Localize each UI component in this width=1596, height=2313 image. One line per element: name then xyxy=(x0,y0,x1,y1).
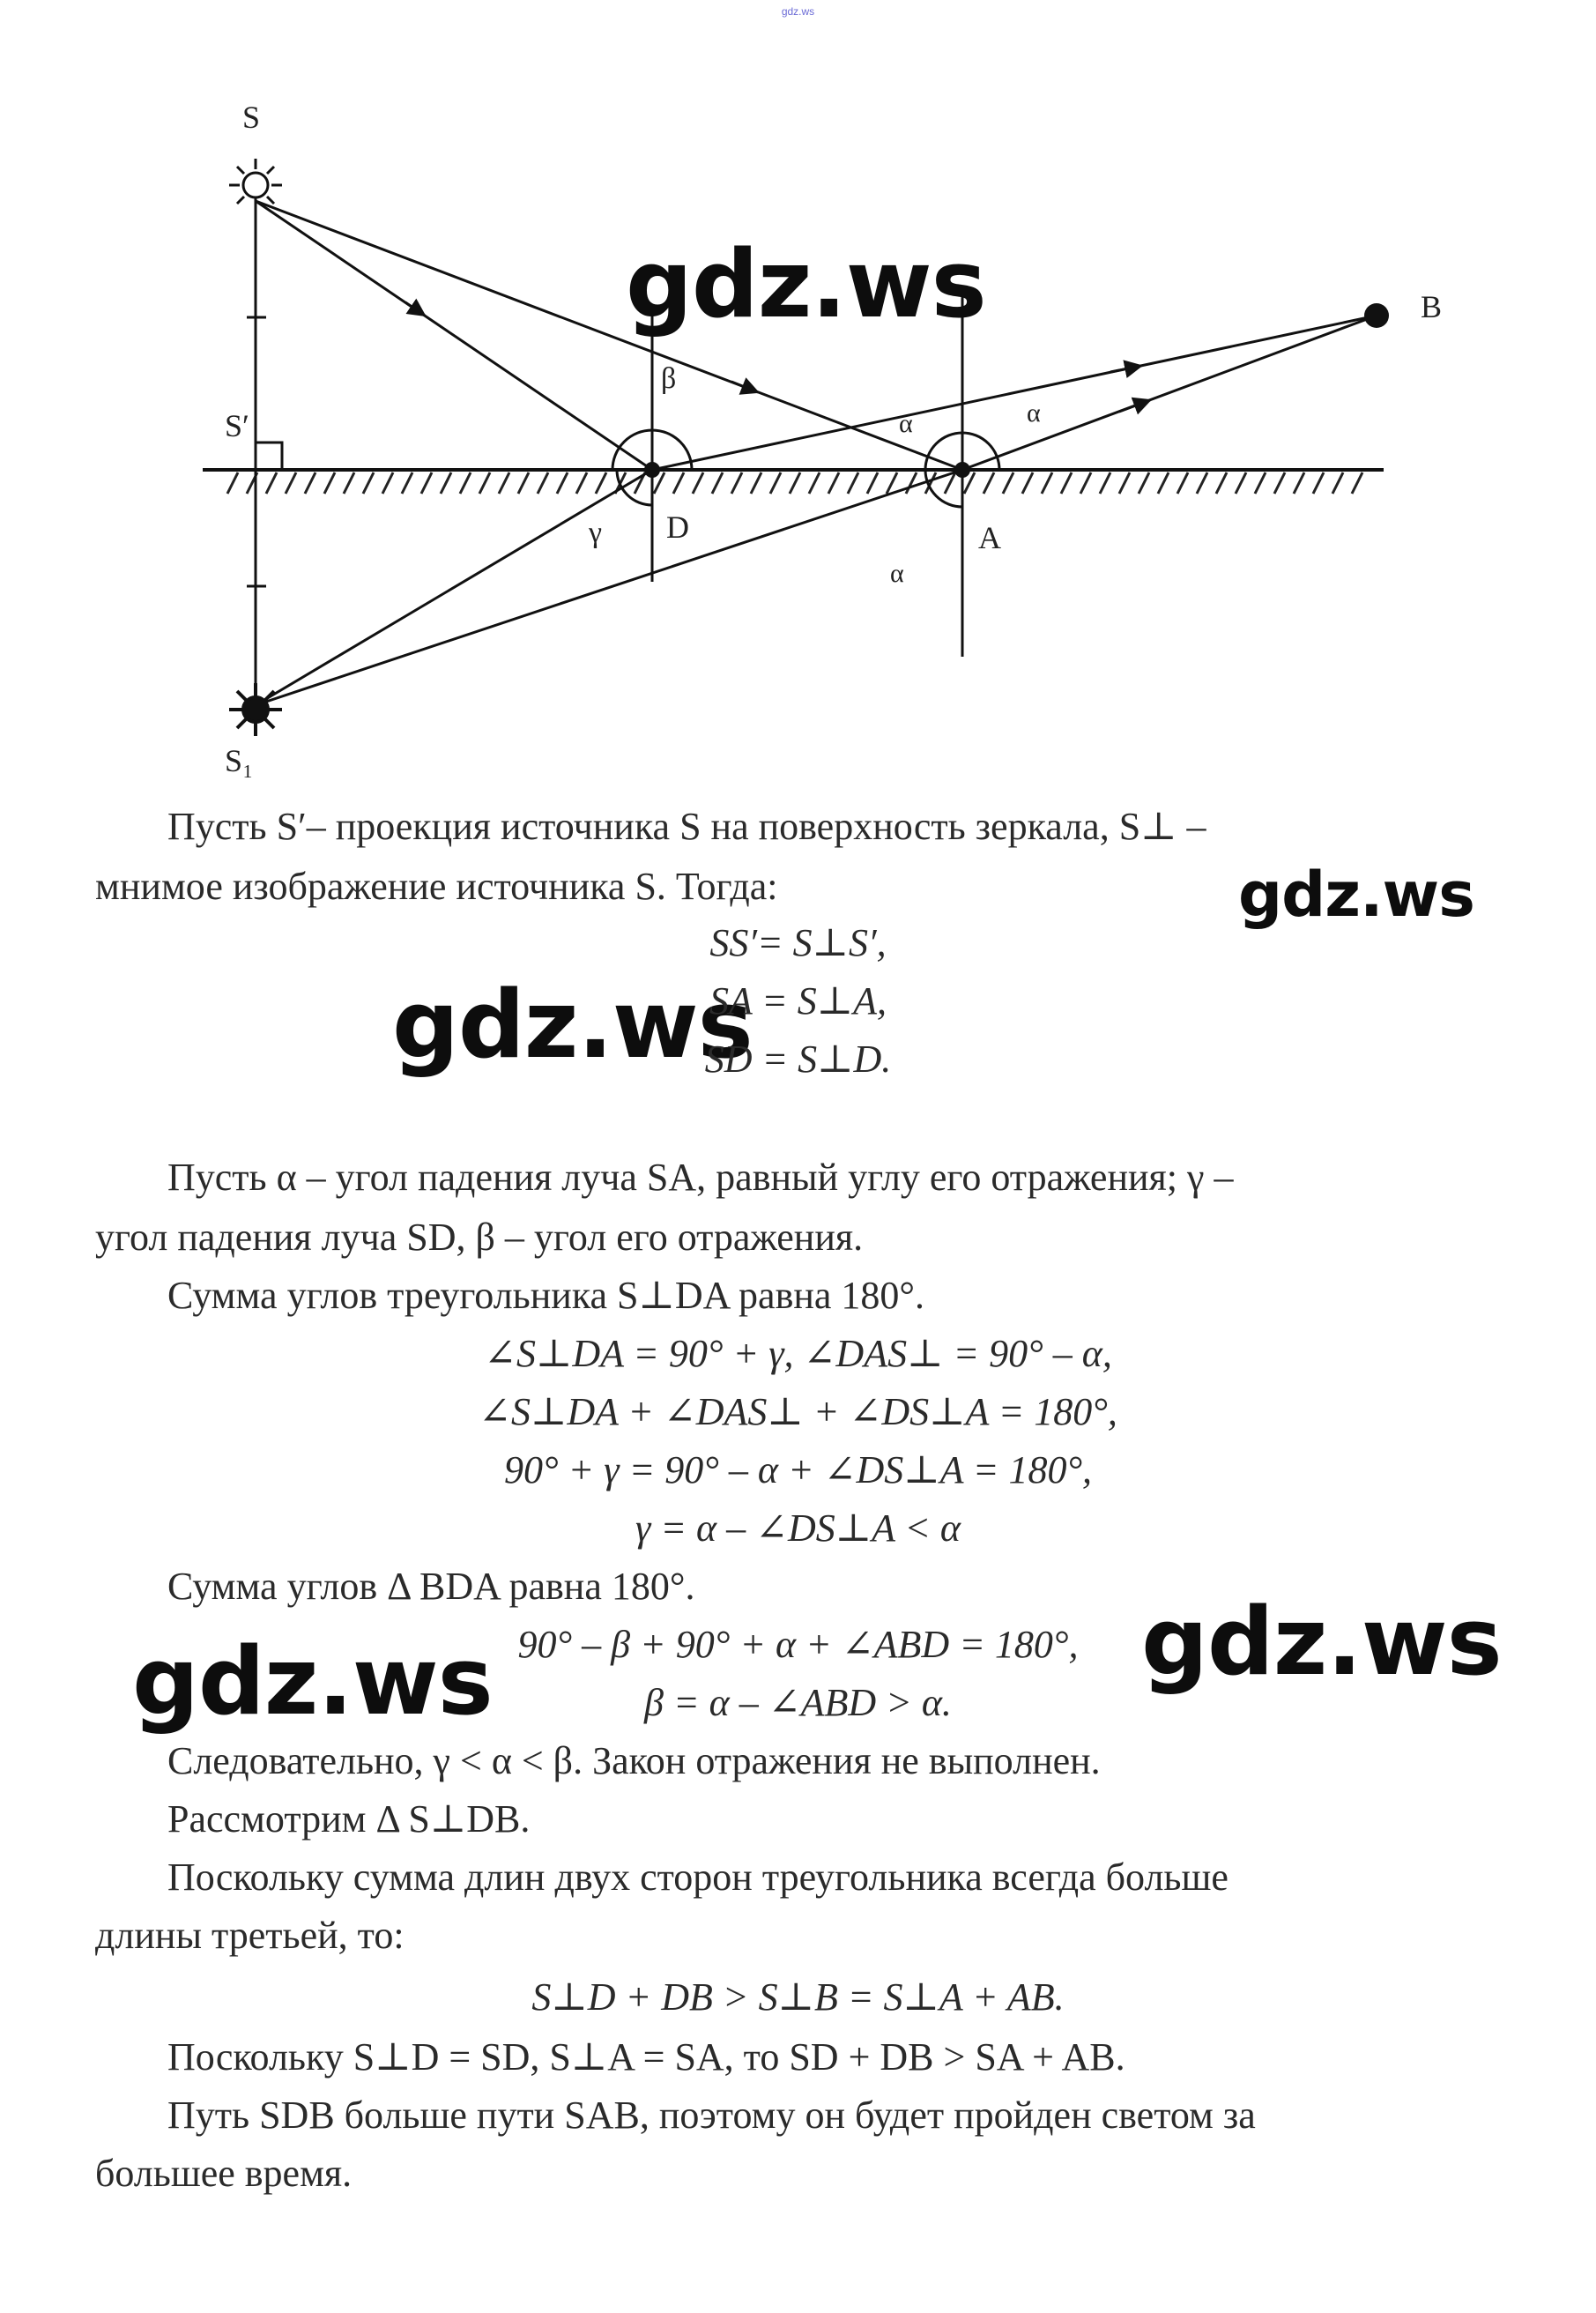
ray-s-to-d xyxy=(256,201,652,470)
para-8: Поскольку S⊥D = SD, S⊥A = SA, то SD + DB > SA + AB. xyxy=(167,2035,1125,2079)
label-s1: S₁ xyxy=(225,743,254,778)
label-alpha-below: α xyxy=(890,559,904,588)
para-7-line-1: Поскольку сумма длин двух сторон треугольника всегда больше xyxy=(167,1856,1229,1899)
label-a: A xyxy=(978,520,1001,555)
para-4: Сумма углов Δ BDA равна 180°. xyxy=(167,1565,695,1608)
header-watermark: gdz.ws xyxy=(781,5,815,18)
para-3: Сумма углов треугольника S⊥DA равна 180°. xyxy=(167,1274,925,1317)
label-s-prime: S′ xyxy=(225,408,249,443)
label-alpha-incident: α xyxy=(899,409,913,438)
ray-a-to-b xyxy=(962,316,1377,470)
para-1-line-2: мнимое изображение источника S. Тогда: xyxy=(95,865,778,908)
image-s1-icon xyxy=(229,683,282,736)
equation-4: ∠S⊥DA = 90° + γ, ∠DAS⊥ = 90° – α, xyxy=(484,1332,1112,1375)
point-b xyxy=(1364,303,1389,328)
equation-1: SS′= S⊥S′, xyxy=(709,921,887,964)
ray-s1-to-d xyxy=(256,470,652,705)
equation-6: 90° + γ = 90° – α + ∠DS⊥A = 180°, xyxy=(503,1448,1093,1491)
ray-s1-to-a xyxy=(256,470,962,705)
label-alpha-reflected: α xyxy=(1027,398,1041,428)
para-2-line-1: Пусть α – угол падения луча SA, равный углу его отражения; γ – xyxy=(167,1156,1234,1199)
para-6: Рассмотрим Δ S⊥DB. xyxy=(167,1797,531,1841)
para-9-line-1: Путь SDB больше пути SAB, поэтому он будет пройден светом за xyxy=(167,2094,1256,2137)
label-gamma: γ xyxy=(589,517,603,549)
watermark: gdz.ws xyxy=(626,230,986,338)
equation-7: γ = α – ∠DS⊥A < α xyxy=(635,1506,961,1550)
label-s: S xyxy=(242,100,261,135)
equation-10: S⊥D + DB > S⊥B = S⊥A + AB. xyxy=(531,1975,1065,2019)
watermark: gdz.ws xyxy=(392,971,753,1079)
para-1-line-1: Пусть S′– проекция источника S на поверхность зеркала, S⊥ – xyxy=(167,805,1206,848)
label-b: B xyxy=(1421,289,1443,324)
mirror-hatching xyxy=(227,472,1362,494)
para-2-line-2: угол падения луча SD, β – угол его отражения. xyxy=(95,1216,864,1259)
point-d xyxy=(644,462,660,478)
watermark: gdz.ws xyxy=(1141,1588,1502,1696)
para-9-line-2: большее время. xyxy=(95,2152,353,2195)
watermark: gdz.ws xyxy=(1238,859,1474,931)
para-5: Следовательно, γ < α < β. Закон отражения не выполнен. xyxy=(167,1739,1101,1782)
equation-3: SD = S⊥D. xyxy=(704,1038,892,1081)
equation-8: 90° – β + 90° + α + ∠ABD = 180°, xyxy=(517,1623,1079,1666)
para-7-line-2: длины третьей, то: xyxy=(95,1914,405,1957)
mirror-reflection-diagram xyxy=(194,88,1472,793)
equation-9: β = α – ∠ABD > α. xyxy=(644,1681,952,1724)
equation-5: ∠S⊥DA + ∠DAS⊥ + ∠DS⊥A = 180°, xyxy=(479,1390,1117,1433)
label-d: D xyxy=(666,509,689,545)
point-a xyxy=(954,462,970,478)
equation-2: SA = S⊥A, xyxy=(709,979,887,1023)
source-s-icon xyxy=(229,159,282,212)
watermark: gdz.ws xyxy=(132,1627,493,1736)
label-beta: β xyxy=(661,362,677,395)
